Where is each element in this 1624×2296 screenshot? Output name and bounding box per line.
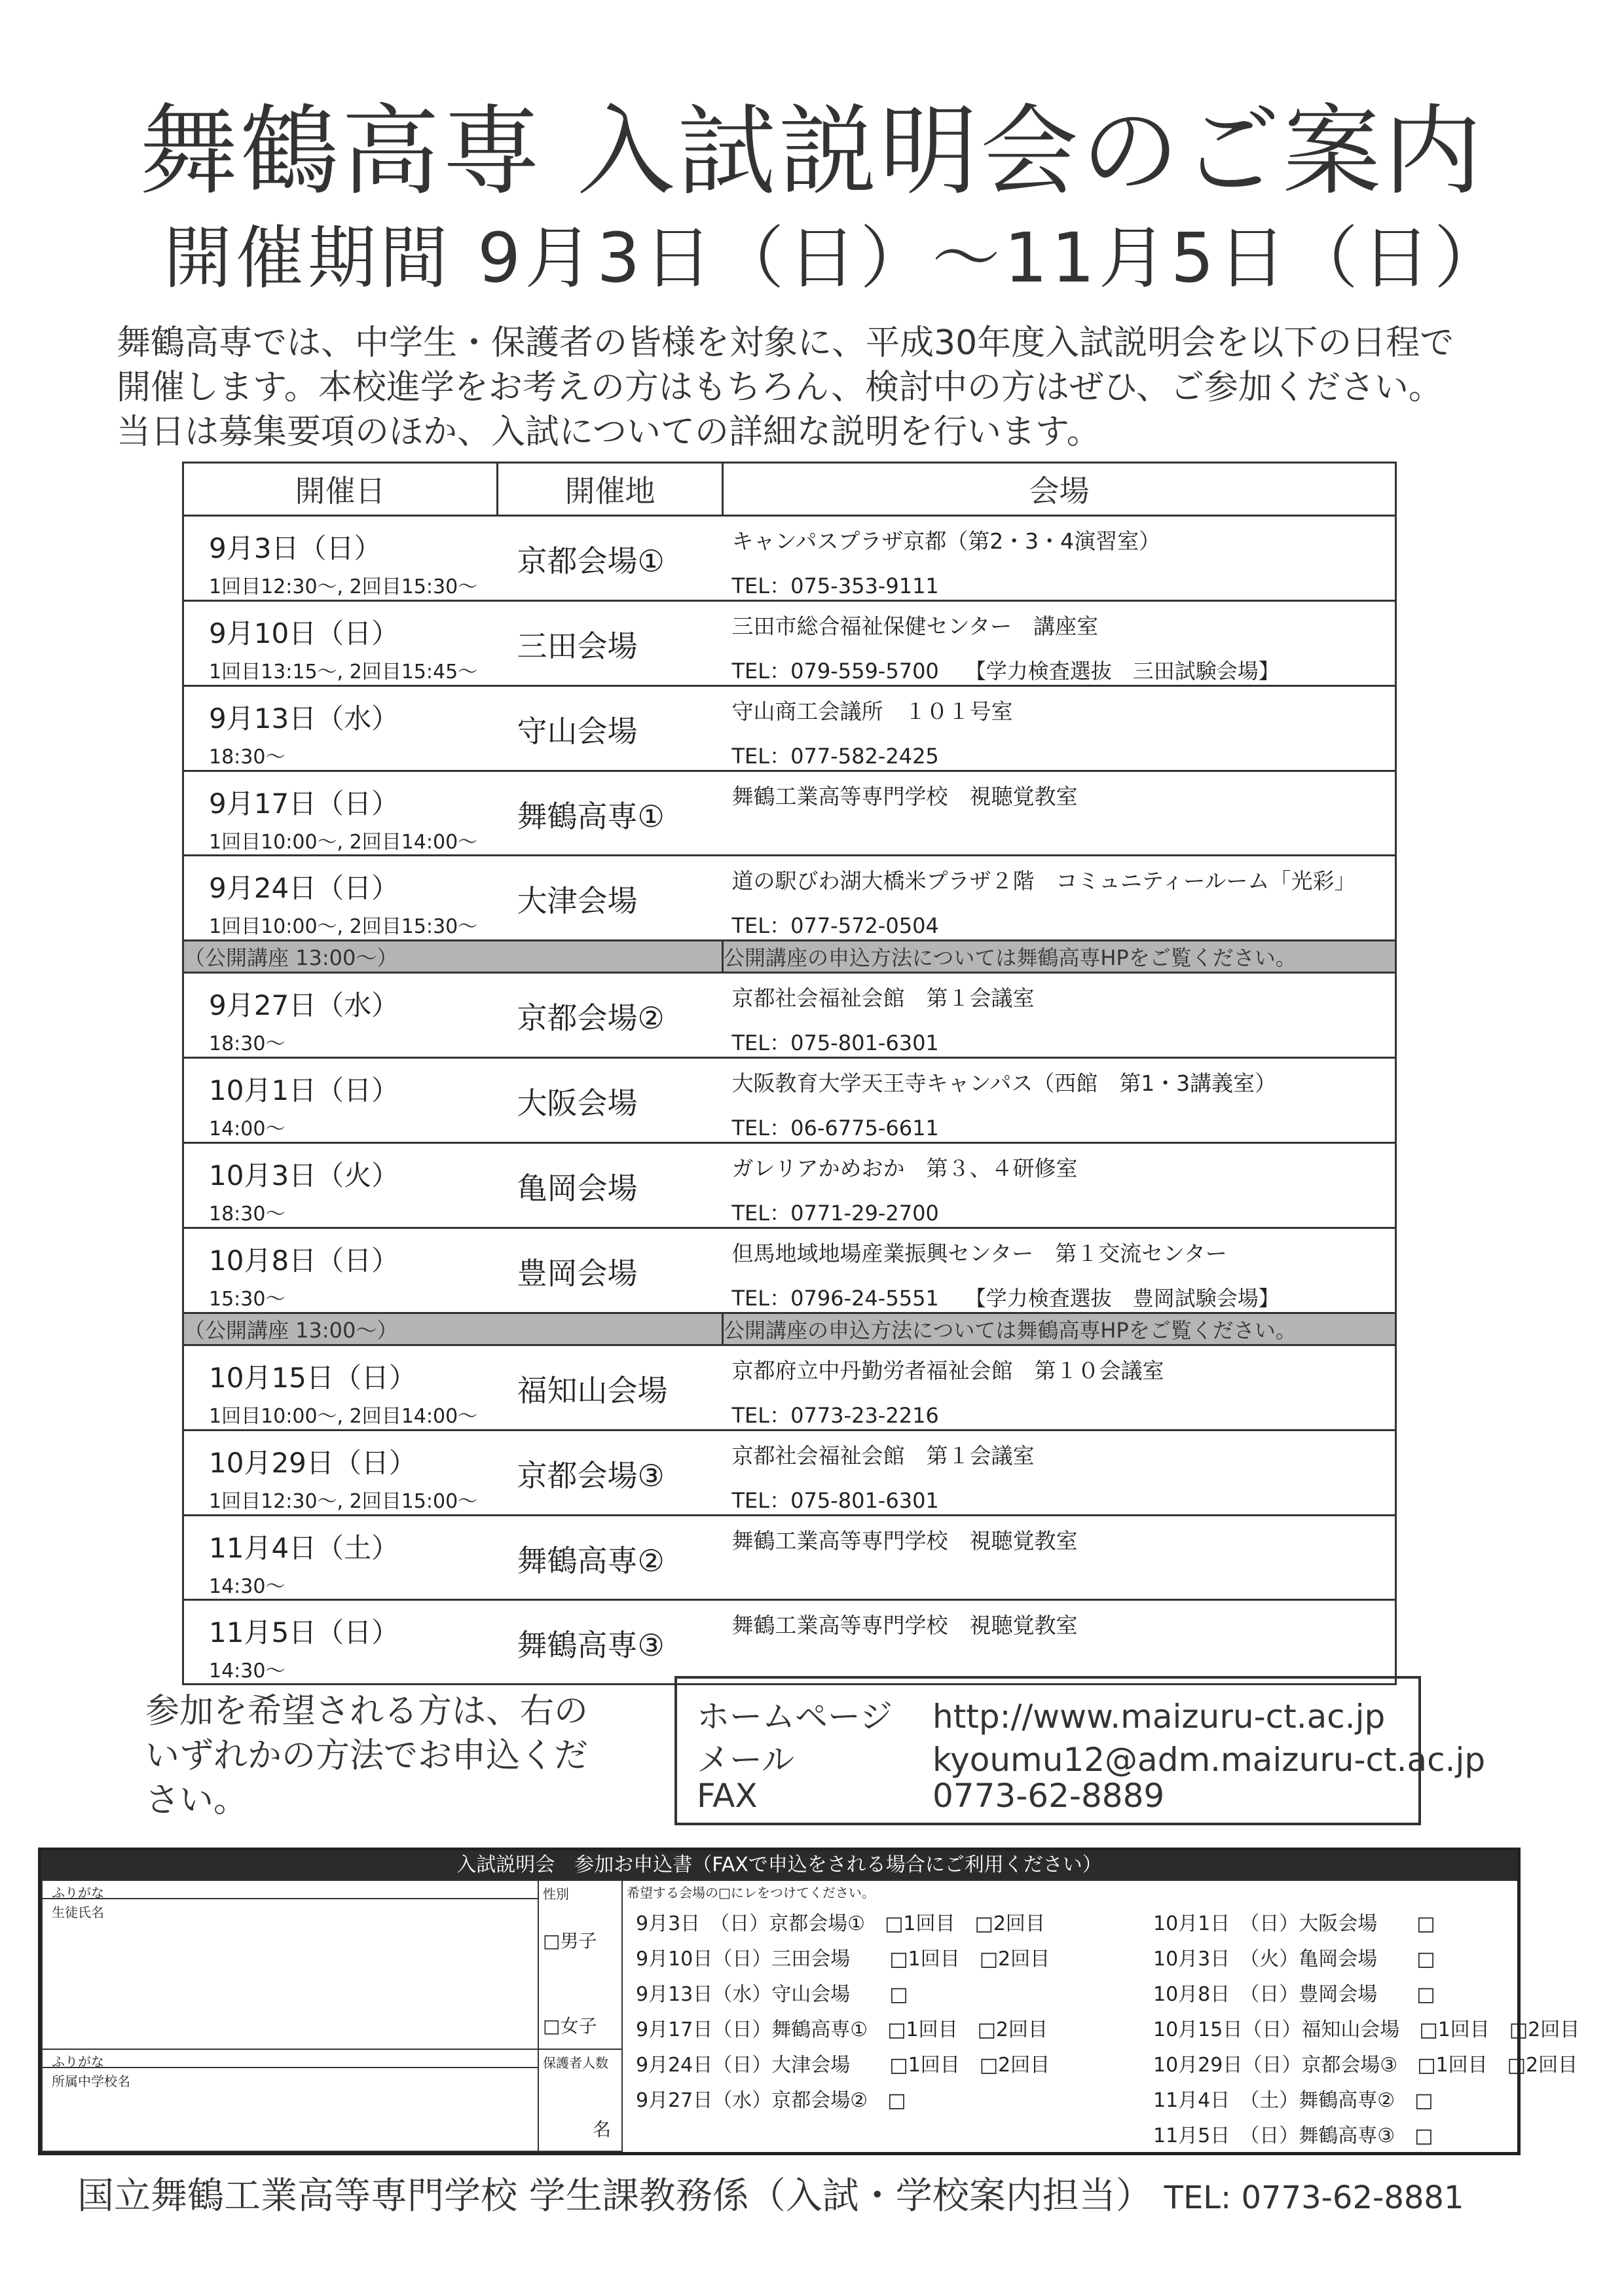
event-date: 11月4日（土） <box>209 1532 399 1564</box>
apply-line: いずれかの方法でお申込くだ <box>145 1736 589 1776</box>
lecture-row <box>183 941 1396 973</box>
male-checkbox[interactable]: □男子 <box>543 1930 597 1952</box>
venue-tel: TEL：077-572-0504 <box>731 913 939 938</box>
venue-choice[interactable]: 10月15日（日）福知山会場 □1回目 □2回目 <box>1153 2018 1580 2041</box>
form-header: 入試説明会 参加お申込書（FAXで申込をされる場合にご利用ください） <box>41 1851 1517 1880</box>
event-date: 11月5日（日） <box>209 1616 399 1649</box>
venue-tel-line <box>732 1112 1395 1142</box>
place-cell <box>498 516 723 601</box>
venue-choice[interactable]: 9月27日（水）京都会場② □ <box>636 2089 906 2112</box>
date-cell <box>183 516 498 601</box>
event-place: 亀岡会場 <box>517 1171 638 1206</box>
guardian-count-field[interactable] <box>538 2049 623 2152</box>
venue-name: 舞鶴工業高等専門学校 視聴覚教室 <box>731 1613 1078 1638</box>
venue-name: ガレリアかめおか 第３、４研修室 <box>731 1156 1078 1181</box>
event-time: 18:30～ <box>209 1203 286 1226</box>
date-cell <box>183 973 498 1058</box>
choices-cell <box>621 1880 1580 2152</box>
venue-choice[interactable]: 10月29日（日）京都会場③ □1回目 □2回目 <box>1153 2054 1578 2077</box>
contact-box <box>674 1676 1486 1825</box>
place-cell <box>498 1228 723 1313</box>
event-time: 18:30～ <box>209 746 286 769</box>
event-time: 15:30～ <box>209 1288 286 1311</box>
place-cell <box>498 1058 723 1143</box>
venue-cell <box>723 601 1396 686</box>
venue-cell <box>723 973 1396 1058</box>
venue-tel: TEL：0796-24-5551 <box>731 1286 939 1311</box>
venue-tel-line <box>732 570 1395 600</box>
contact-key: メール <box>697 1741 794 1779</box>
schedule-row <box>183 1600 1396 1685</box>
event-place: 福知山会場 <box>517 1373 668 1408</box>
venue-choice[interactable]: 11月4日 （土）舞鶴高専② □ <box>1153 2089 1433 2112</box>
date-cell <box>183 1430 498 1516</box>
intro-line: 当日は募集要項のほか、入試についての詳細な説明を行います。 <box>117 412 1101 452</box>
apply-instructions <box>145 1689 617 1823</box>
venue-cell <box>723 1600 1396 1685</box>
date-cell <box>183 1516 498 1600</box>
venue-tel: TEL：075-801-6301 <box>731 1488 939 1513</box>
intro-text <box>117 321 1492 454</box>
event-time: 1回目12:30～, 2回目15:30～ <box>209 575 478 598</box>
event-date: 10月15日（日） <box>209 1362 416 1394</box>
venue-name: 京都府立中丹勤労者福祉会館 第１０会議室 <box>731 1358 1164 1383</box>
venue-tel-line <box>732 1027 1395 1057</box>
page-title: 舞鶴高専 入試説明会のご案内 <box>139 95 1485 209</box>
venue-name: 舞鶴工業高等専門学校 視聴覚教室 <box>731 1528 1078 1554</box>
venue-name: 三田市総合福祉保健センター 講座室 <box>731 613 1099 639</box>
venue-tel-line <box>732 1197 1395 1227</box>
event-date: 10月29日（日） <box>209 1447 416 1479</box>
place-cell <box>498 1143 723 1228</box>
schedule-row <box>183 856 1396 941</box>
venue-tel: TEL：075-353-9111 <box>731 574 939 598</box>
venue-cell <box>723 771 1396 856</box>
event-time: 1回目10:00～, 2回目14:00～ <box>209 1405 478 1428</box>
contact-fax <box>697 1777 1164 1815</box>
event-place: 守山会場 <box>517 714 638 749</box>
venue-tel-line <box>732 1569 1395 1594</box>
venue-tel: TEL：0773-23-2216 <box>731 1403 939 1428</box>
lecture-time: （公開講座 13:00～） <box>183 1313 723 1345</box>
event-time: 14:30～ <box>209 1660 286 1683</box>
venue-cell <box>723 686 1396 771</box>
event-place: 三田会場 <box>517 629 638 664</box>
venue-choice[interactable]: 9月10日（日）三田会場 □1回目 □2回目 <box>636 1948 1050 1971</box>
venue-name: 舞鶴工業高等専門学校 視聴覚教室 <box>731 784 1078 809</box>
lecture-note: 公開講座の申込方法については舞鶴高専HPをご覧ください。 <box>723 1313 1396 1345</box>
schedule-row <box>183 1228 1396 1313</box>
event-date: 10月1日（日） <box>209 1074 399 1106</box>
guardian-unit: 名 <box>593 2119 612 2140</box>
date-cell <box>183 1345 498 1430</box>
venue-tel-line <box>732 909 1395 939</box>
event-date: 10月8日（日） <box>209 1245 399 1277</box>
contact-homepage <box>697 1690 1385 1738</box>
venue-name: 守山商工会議所 １０１号室 <box>731 699 1013 724</box>
venue-choice[interactable]: 10月8日 （日）豊岡会場 □ <box>1153 1983 1435 2006</box>
date-cell <box>183 771 498 856</box>
venue-cell <box>723 856 1396 941</box>
place-cell <box>498 973 723 1058</box>
event-place: 豊岡会場 <box>517 1256 638 1291</box>
event-place: 舞鶴高専② <box>517 1543 665 1578</box>
gender-cell <box>538 1880 623 2050</box>
lecture-note: 公開講座の申込方法については舞鶴高専HPをご覧ください。 <box>723 941 1396 973</box>
event-date: 9月17日（日） <box>209 788 399 820</box>
female-checkbox[interactable]: □女子 <box>543 2015 597 2037</box>
date-cell <box>183 686 498 771</box>
event-time: 14:00～ <box>209 1118 286 1140</box>
footer-org: 国立舞鶴工業高等専門学校 学生課教務係（入試・学校案内担当） <box>77 2175 1153 2217</box>
venue-name: 京都社会福祉会館 第１会議室 <box>731 985 1035 1011</box>
lecture-row <box>183 1313 1396 1345</box>
intro-line: 舞鶴高専では、中学生・保護者の皆様を対象に、平成30年度入試説明会を以下の日程で <box>117 323 1454 363</box>
venue-cell <box>723 1345 1396 1430</box>
venue-name: キャンパスプラザ京都（第2・3・4演習室） <box>731 528 1161 554</box>
place-cell <box>498 601 723 686</box>
student-name-field[interactable] <box>41 1898 539 2050</box>
venue-choice[interactable]: 9月13日（水）守山会場 □ <box>636 1983 908 2006</box>
venue-name: 道の駅びわ湖大橋米プラザ２階 コミュニティールーム「光彩」 <box>731 868 1356 894</box>
event-date: 9月3日（日） <box>209 532 382 564</box>
apply-line: さい。 <box>145 1781 248 1820</box>
schedule-row <box>183 1430 1396 1516</box>
venue-cell <box>723 1058 1396 1143</box>
venue-choice[interactable]: 9月17日（日）舞鶴高専① □1回目 □2回目 <box>636 2018 1048 2041</box>
schedule-row <box>183 601 1396 686</box>
contact-key: FAX <box>697 1777 758 1815</box>
event-place: 大阪会場 <box>517 1085 638 1121</box>
date-cell <box>183 601 498 686</box>
place-cell <box>498 1345 723 1430</box>
school-name-field[interactable] <box>41 2067 539 2152</box>
venue-tel: TEL：077-582-2425 <box>731 744 939 769</box>
school-name-label: 所属中学校名 <box>52 2073 130 2089</box>
venue-tel-line <box>732 1282 1395 1312</box>
intro-line: 開催します。本校進学をお考えの方はもちろん、検討中の方はぜひ、ご参加ください。 <box>117 368 1443 407</box>
venue-name: 京都社会福祉会館 第１会議室 <box>731 1443 1035 1468</box>
venue-tel-line <box>732 740 1395 770</box>
venue-cell <box>723 516 1396 601</box>
place-cell <box>498 686 723 771</box>
header-venue: 会場 <box>723 463 1396 516</box>
venue-name: 大阪教育大学天王寺キャンパス（西館 第1・3講義室） <box>731 1070 1277 1096</box>
venue-cell <box>723 1228 1396 1313</box>
schedule-row <box>183 973 1396 1058</box>
date-cell <box>183 1600 498 1685</box>
place-cell <box>498 856 723 941</box>
schedule-row <box>183 1058 1396 1143</box>
schedule-row <box>183 516 1396 601</box>
furigana2-label: ふりがな <box>52 2054 104 2069</box>
event-time: 14:30～ <box>209 1575 286 1598</box>
application-form <box>38 1848 1580 2155</box>
schedule-row <box>183 1345 1396 1430</box>
event-period: 開催期間 9月3日（日）～11月5日（日） <box>164 218 1506 298</box>
header-place: 開催地 <box>498 463 723 516</box>
event-date: 9月13日（水） <box>209 702 399 735</box>
event-time: 1回目10:00～, 2回目15:30～ <box>209 915 478 938</box>
event-date: 9月24日（日） <box>209 872 399 904</box>
place-cell <box>498 1600 723 1685</box>
venue-choice[interactable]: 9月24日（日）大津会場 □1回目 □2回目 <box>636 2054 1050 2077</box>
venue-tel: TEL：079-559-5700 <box>731 659 939 683</box>
date-cell <box>183 1228 498 1313</box>
furigana-label: ふりがな <box>52 1885 104 1901</box>
footer <box>77 2167 1464 2219</box>
contact-mail <box>697 1734 1485 1781</box>
venue-tel: TEL：075-801-6301 <box>731 1030 939 1055</box>
gender-label: 性別 <box>543 1886 569 1902</box>
furigana-cell[interactable] <box>41 1880 539 1899</box>
venue-tel-line <box>732 1484 1395 1514</box>
event-time: 1回目13:15～, 2回目15:45～ <box>209 661 478 683</box>
event-date: 9月10日（日） <box>209 617 399 649</box>
venue-cell <box>723 1430 1396 1516</box>
schedule-row <box>183 686 1396 771</box>
venue-note: 【学力検査選抜 豊岡試験会場】 <box>965 1286 1280 1311</box>
furigana2-cell[interactable] <box>41 2049 539 2068</box>
event-place: 京都会場③ <box>517 1458 665 1493</box>
event-date: 9月27日（水） <box>209 989 399 1021</box>
date-cell <box>183 1143 498 1228</box>
venue-cell <box>723 1516 1396 1600</box>
date-cell <box>183 1058 498 1143</box>
place-cell <box>498 1516 723 1600</box>
venue-choice[interactable]: 9月3日 （日）京都会場① □1回目 □2回目 <box>636 1912 1045 1935</box>
event-place: 舞鶴高専① <box>517 799 665 834</box>
event-place: 大津会場 <box>517 883 638 919</box>
venue-choice[interactable]: 10月3日 （火）亀岡会場 □ <box>1153 1948 1435 1971</box>
schedule-table <box>182 462 1397 1685</box>
venue-tel: TEL：06-6775-6611 <box>731 1116 939 1140</box>
lecture-time: （公開講座 13:00～） <box>183 941 723 973</box>
venue-tel: TEL：0771-29-2700 <box>731 1201 939 1226</box>
venue-tel-line <box>732 825 1395 850</box>
venue-choice[interactable]: 11月5日 （日）舞鶴高専③ □ <box>1153 2124 1433 2147</box>
fax-number: 0773-62-8889 <box>932 1777 1165 1815</box>
choice-hint: 希望する会場の□にレをつけてください。 <box>627 1885 875 1901</box>
venue-cell <box>723 1143 1396 1228</box>
venue-tel-line <box>732 1399 1395 1429</box>
event-place: 京都会場① <box>517 543 665 579</box>
email-address[interactable]: kyoumu12@adm.maizuru-ct.ac.jp <box>932 1741 1486 1779</box>
venue-name: 但馬地域地場産業振興センター 第１交流センター <box>731 1241 1227 1266</box>
apply-line: 参加を希望される方は、右の <box>145 1692 589 1731</box>
event-time: 1回目12:30～, 2回目15:00～ <box>209 1490 478 1513</box>
event-place: 舞鶴高専③ <box>517 1628 665 1663</box>
event-date: 10月3日（火） <box>209 1159 399 1192</box>
place-cell <box>498 771 723 856</box>
date-cell <box>183 856 498 941</box>
homepage-url[interactable]: http://www.maizuru-ct.ac.jp <box>932 1698 1386 1736</box>
guardian-label: 保護者人数 <box>543 2055 608 2071</box>
footer-tel: TEL: 0773-62-8881 <box>1164 2179 1464 2216</box>
contact-key: ホームページ <box>697 1698 893 1736</box>
header-date: 開催日 <box>183 463 498 516</box>
student-name-label: 生徒氏名 <box>52 1904 104 1920</box>
venue-choice[interactable]: 10月1日 （日）大阪会場 □ <box>1153 1912 1435 1935</box>
event-place: 京都会場② <box>517 1000 665 1036</box>
schedule-row <box>183 1516 1396 1600</box>
venue-tel-line <box>732 1654 1395 1679</box>
schedule-row <box>183 771 1396 856</box>
place-cell <box>498 1430 723 1516</box>
event-time: 1回目10:00～, 2回目14:00～ <box>209 831 478 854</box>
event-time: 18:30～ <box>209 1032 286 1055</box>
schedule-row <box>183 1143 1396 1228</box>
venue-note: 【学力検査選抜 三田試験会場】 <box>965 659 1280 683</box>
venue-tel-line <box>732 655 1395 685</box>
